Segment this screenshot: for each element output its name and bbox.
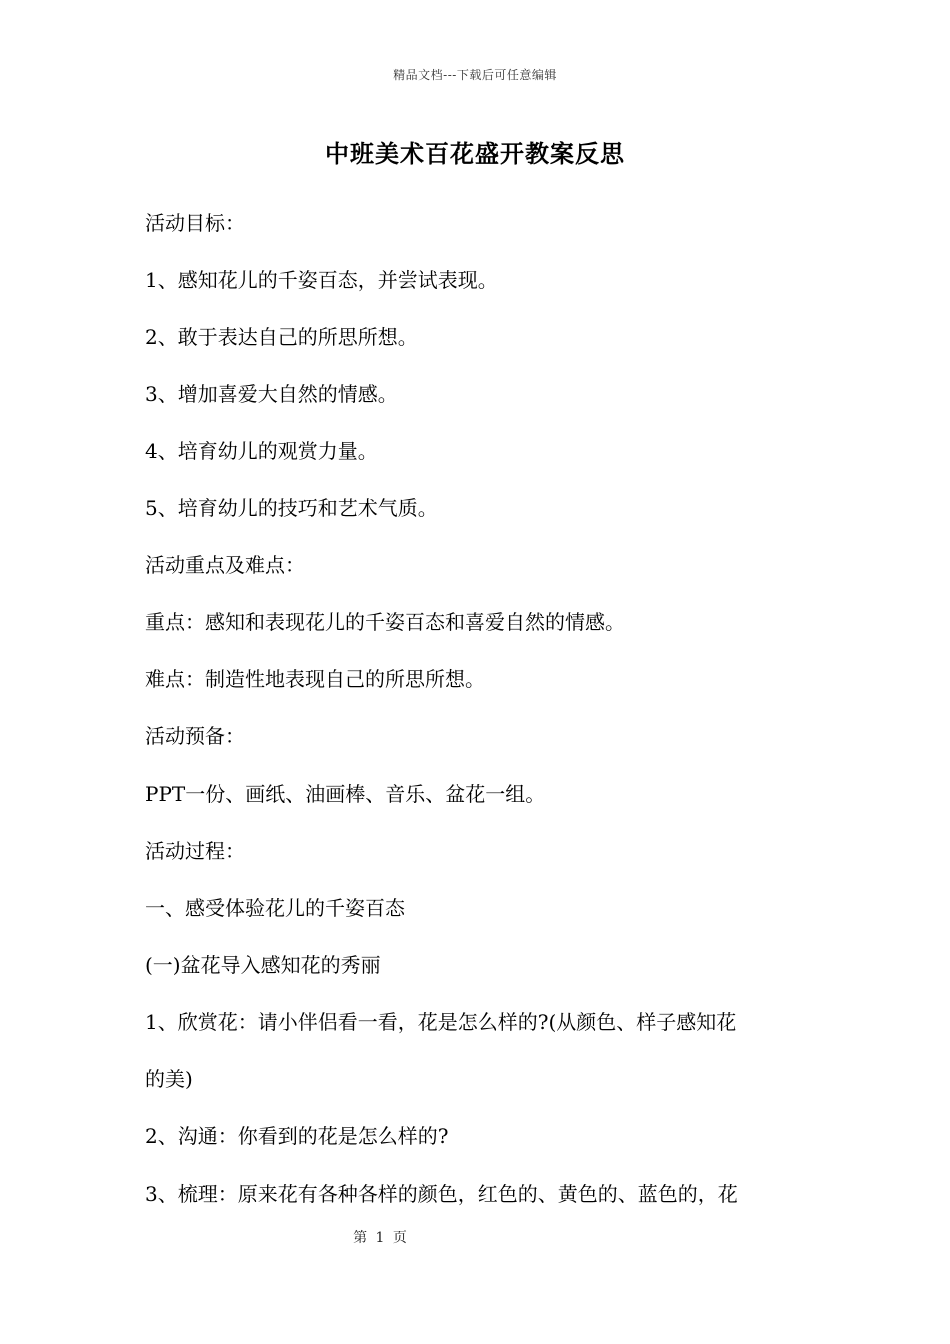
process-step-3: 3、梳理：原来花有各种各样的颜色，红色的、黄色的、蓝色的，花 [145, 1182, 738, 1206]
section-heading-focus: 活动重点及难点： [145, 553, 305, 577]
header-note: 精品文档---下载后可任意编辑 [393, 68, 557, 82]
focus-key-point: 重点：感知和表现花儿的千姿百态和喜爱自然的情感。 [145, 610, 625, 634]
page-number: 第 1 页 [353, 1230, 407, 1246]
goal-item-3: 3、增加喜爱大自然的情感。 [145, 382, 398, 406]
goal-item-2: 2、敢于表达自己的所思所想。 [145, 325, 418, 349]
process-step-1-continued: 的美) [145, 1067, 193, 1091]
process-step-2: 2、沟通：你看到的花是怎么样的? [145, 1124, 449, 1148]
goal-item-1: 1、感知花儿的千姿百态，并尝试表现。 [145, 268, 498, 292]
section-heading-preparation: 活动预备： [145, 724, 245, 748]
process-part-1: 一、感受体验花儿的千姿百态 [145, 896, 405, 920]
document-title: 中班美术百花盛开教案反思 [325, 139, 625, 168]
process-step-1: 1、欣赏花：请小伴侣看一看，花是怎么样的?(从颜色、样子感知花 [145, 1010, 737, 1034]
goal-item-5: 5、培育幼儿的技巧和艺术气质。 [145, 496, 438, 520]
section-heading-process: 活动过程： [145, 839, 245, 863]
preparation-materials: PPT一份、画纸、油画棒、音乐、盆花一组。 [145, 782, 546, 806]
process-subsection-1: (一)盆花导入感知花的秀丽 [145, 953, 381, 977]
section-heading-goals: 活动目标： [145, 211, 245, 235]
goal-item-4: 4、培育幼儿的观赏力量。 [145, 439, 378, 463]
focus-difficulty: 难点：制造性地表现自己的所思所想。 [145, 667, 485, 691]
